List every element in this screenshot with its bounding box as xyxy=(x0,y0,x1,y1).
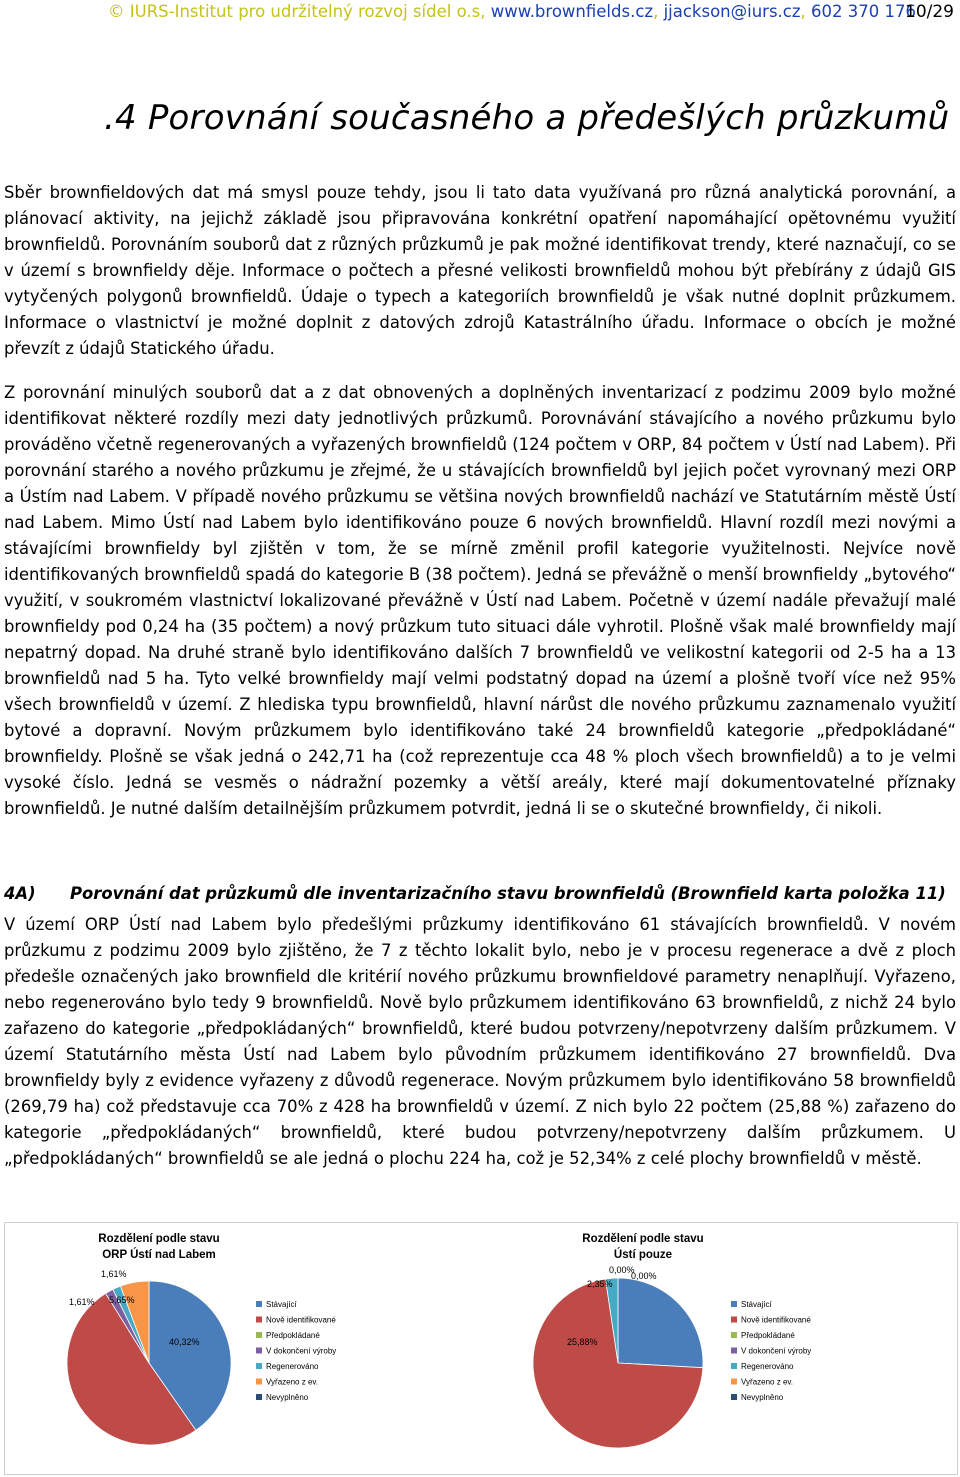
orp-legend-label-1: Nově identifikované xyxy=(266,1315,336,1325)
subsection-heading xyxy=(4,884,946,903)
usti-legend-label-1: Nově identifikované xyxy=(741,1315,811,1325)
orp-legend-swatch-3 xyxy=(256,1348,262,1354)
chart-title-usti: Rozdělení podle stavu Ústí pouze xyxy=(582,1233,704,1261)
usti-legend-swatch-4 xyxy=(731,1363,737,1369)
section-heading: .4 Porovnání současného a předešlých průzkumů xyxy=(104,98,950,138)
orp-legend-label-6: Nevyplněno xyxy=(266,1393,309,1402)
chart-title-orp: Rozdělení podle stavu ORP Ústí nad Labem xyxy=(98,1233,220,1261)
pie-chart-usti xyxy=(483,1223,955,1473)
orp-legend-label-2: Předpokládané xyxy=(266,1331,320,1340)
usti-data-label-5: 0,00% xyxy=(631,1271,657,1281)
header-phone: 602 370 176 xyxy=(811,2,917,21)
usti-legend-swatch-2 xyxy=(731,1332,737,1338)
usti-legend-label-4: Regenerováno xyxy=(741,1362,794,1371)
orp-legend-label-0: Stávající xyxy=(266,1300,297,1309)
orp-legend-label-3: V dokončení výroby xyxy=(266,1346,337,1356)
orp-data-label-4: 1,61% xyxy=(69,1297,95,1307)
page-number: 10/29 xyxy=(905,2,954,22)
orp-legend-swatch-1 xyxy=(256,1317,262,1323)
orp-legend-swatch-6 xyxy=(256,1394,262,1400)
header-email-link[interactable]: jjackson@iurs.cz xyxy=(663,2,801,21)
figure-pie-charts xyxy=(4,1222,958,1475)
usti-legend-label-5: Vyřazeno z ev. xyxy=(741,1377,794,1387)
orp-legend-label-4: Regenerováno xyxy=(266,1362,319,1371)
paragraph-intro: Sběr brownfieldových dat má smysl pouze tehdy, jsou li tato data využívaná pro různá analytická porovnání, a plánovací aktivity, na jejichž základě jsou připravována konkrétní opatření napomáhající opětovnému využití brownfieldů. Porovnáním souborů dat z různých průzkumů je pak možné identifikovat trendy, které naznačují, co se v území s brownfieldy děje. Informace o počtech a přesné velikosti brownfieldů mohou být přebírány z údajů GIS vytyčených polygonů brownfieldů. Údaje o typech a kategoriích brownfieldů je však nutné doplnit průzkumem. Informace o vlastnictví je možné doplnit z datových zdrojů Katastrálního úřadu. Informace o obcích je možné převzít z údajů Statického úřadu. xyxy=(4,183,956,358)
usti-legend-swatch-6 xyxy=(731,1394,737,1400)
paragraph-inventory: V území ORP Ústí nad Labem bylo předešlými průzkumy identifikováno 61 stávajících brownfieldů. V novém průzkumu z podzimu 2009 bylo zjištěno, že 7 z těchto lokalit bylo, nebo je v procesu regenerace a dvě z ploch předešle označených jako brownfield dle kritérií nového průzkumu brownfieldové parametry nenaplňují. Vyřazeno, nebo regenerováno bylo tedy 9 brownfieldů. Nově bylo průzkumem identifikováno 63 brownfieldů, z nichž 24 bylo zařazeno do kategorie „předpokládaných“ brownfieldů, které budou potvrzeny/nepotvrzeny dalším průzkumem. V území Statutárního města Ústí nad Labem bylo původním průzkumem identifikováno 27 brownfieldů. Dva brownfieldy byly z evidence vyřazeny z důvodů regenerace. Novým průzkumem bylo identifikováno 58 brownfieldů (269,79 ha) což představuje cca 70% z 428 ha brownfieldů v území. Z nich bylo 22 počtem (25,88 %) zařazeno do kategorie „předpokládaných“ brownfieldů, které budou potvrzeny/nepotvrzeny dalším průzkumem. U „předpokládaných“ brownfieldů se ale jedná o plochu 224 ha, což je 52,34% z celé plochy brownfieldů v městě. xyxy=(4,915,956,1168)
usti-legend-swatch-0 xyxy=(731,1301,737,1307)
orp-legend-label-5: Vyřazeno z ev. xyxy=(266,1377,319,1387)
subsection-number: 4A) xyxy=(4,884,36,903)
paragraph-comparison: Z porovnání minulých souborů dat a z dat obnovených a doplněných inventarizací z podzimu 2009 bylo možné identifikovat některé rozdíly mezi daty jednotlivých průzkumů. Porovnávání stávajícího a nového průzkumu bylo prováděno včetně regenerovaných a vyřazených brownfieldů (124 počtem v ORP, 84 počtem v Ústí nad Labem). Při porovnání starého a nového průzkumu je zřejmé, že u stávajících brownfieldů byl jejich počet vyrovnaný mezi ORP a Ústím nad Labem. V případě nového průzkumu se většina nových brownfieldů nachází ve Statutárním městě Ústí nad Labem. Mimo Ústí nad Labem bylo identifikováno pouze 6 nových brownfieldů. Hlavní rozdíl mezi novými a stávajícími brownfieldy byl zjištěn v tom, že se mírně změnil profil kategorie využitelnosti. Nejvíce nově identifikovaných brownfieldů spadá do kategorie B (38 počtem). Jedná se převážně o menší brownfieldy „bytového“ využití, v soukromém vlastnictví lokalizované převážně v Ústí nad Labem. Početně v území nadále převažují malé brownfieldy pod 0,24 ha (35 počtem) a nový průzkum tuto situaci dále vyhrotil. Plošně však malé brownfieldy mají nepatrný dopad. Na druhé straně bylo identifikováno dalších 7 brownfieldů ve velikostní kategorii od 2-5 ha a 13 brownfieldů nad 5 ha. Tyto velké brownfieldy mají velmi podstatný dopad na území a plošně tvoří více než 95% všech brownfieldů v území. Z hlediska typu brownfieldů, hlavní nárůst dle nového průzkumu zaznamenalo využití bytové a dopravní. Novým průzkumem bylo identifikováno také 24 brownfieldů kategorie „předpokládané“ brownfieldy. Plošně se však jedná o 242,71 ha (což reprezentuje cca 48 % ploch všech brownfieldů) a to je velmi vysoké číslo. Jedná se vesměs o nádražní pozemky a větší areály, které mají dokumentovatelné příznaky brownfieldů. Je nutné dalším detailnějším průzkumem potvrdit, jedná li se o skutečné brownfieldy, či nikoli. xyxy=(4,383,956,818)
header-credits: © IURS-Institut pro udržitelný rozvoj sídel o.s, www.brownfields.cz, jjackson@iurs.cz, 602 370 176 xyxy=(108,2,917,21)
usti-legend-label-3: V dokončení výroby xyxy=(741,1346,812,1356)
usti-data-label-0: 25,88% xyxy=(567,1337,598,1347)
usti-data-label-3: 0,00% xyxy=(609,1265,635,1275)
header-web-link[interactable]: www.brownfields.cz xyxy=(490,2,654,21)
usti-data-label-4: 2,35% xyxy=(587,1279,613,1289)
orp-legend-swatch-4 xyxy=(256,1363,262,1369)
usti-legend-swatch-5 xyxy=(731,1379,737,1385)
pie-chart-orp xyxy=(9,1223,479,1473)
usti-legend-swatch-1 xyxy=(731,1317,737,1323)
orp-legend-swatch-2 xyxy=(256,1332,262,1338)
usti-legend-label-6: Nevyplněno xyxy=(741,1393,784,1402)
orp-legend-swatch-5 xyxy=(256,1379,262,1385)
subsection-title: Porovnání dat průzkumů dle inventarizačního stavu brownfieldů (Brownfield karta položka 11) xyxy=(70,884,946,903)
header-org: © IURS-Institut pro udržitelný rozvoj sídel o.s, xyxy=(108,2,486,21)
orp-legend-swatch-0 xyxy=(256,1301,262,1307)
usti-legend-label-0: Stávající xyxy=(741,1300,772,1309)
orp-data-label-5: 5,65% xyxy=(109,1295,135,1305)
usti-legend-swatch-3 xyxy=(731,1348,737,1354)
orp-data-label-0: 40,32% xyxy=(169,1337,200,1347)
usti-legend-label-2: Předpokládané xyxy=(741,1331,795,1340)
usti-slice-0 xyxy=(618,1278,703,1368)
page-header xyxy=(0,0,960,24)
orp-data-label-3: 1,61% xyxy=(101,1269,127,1279)
